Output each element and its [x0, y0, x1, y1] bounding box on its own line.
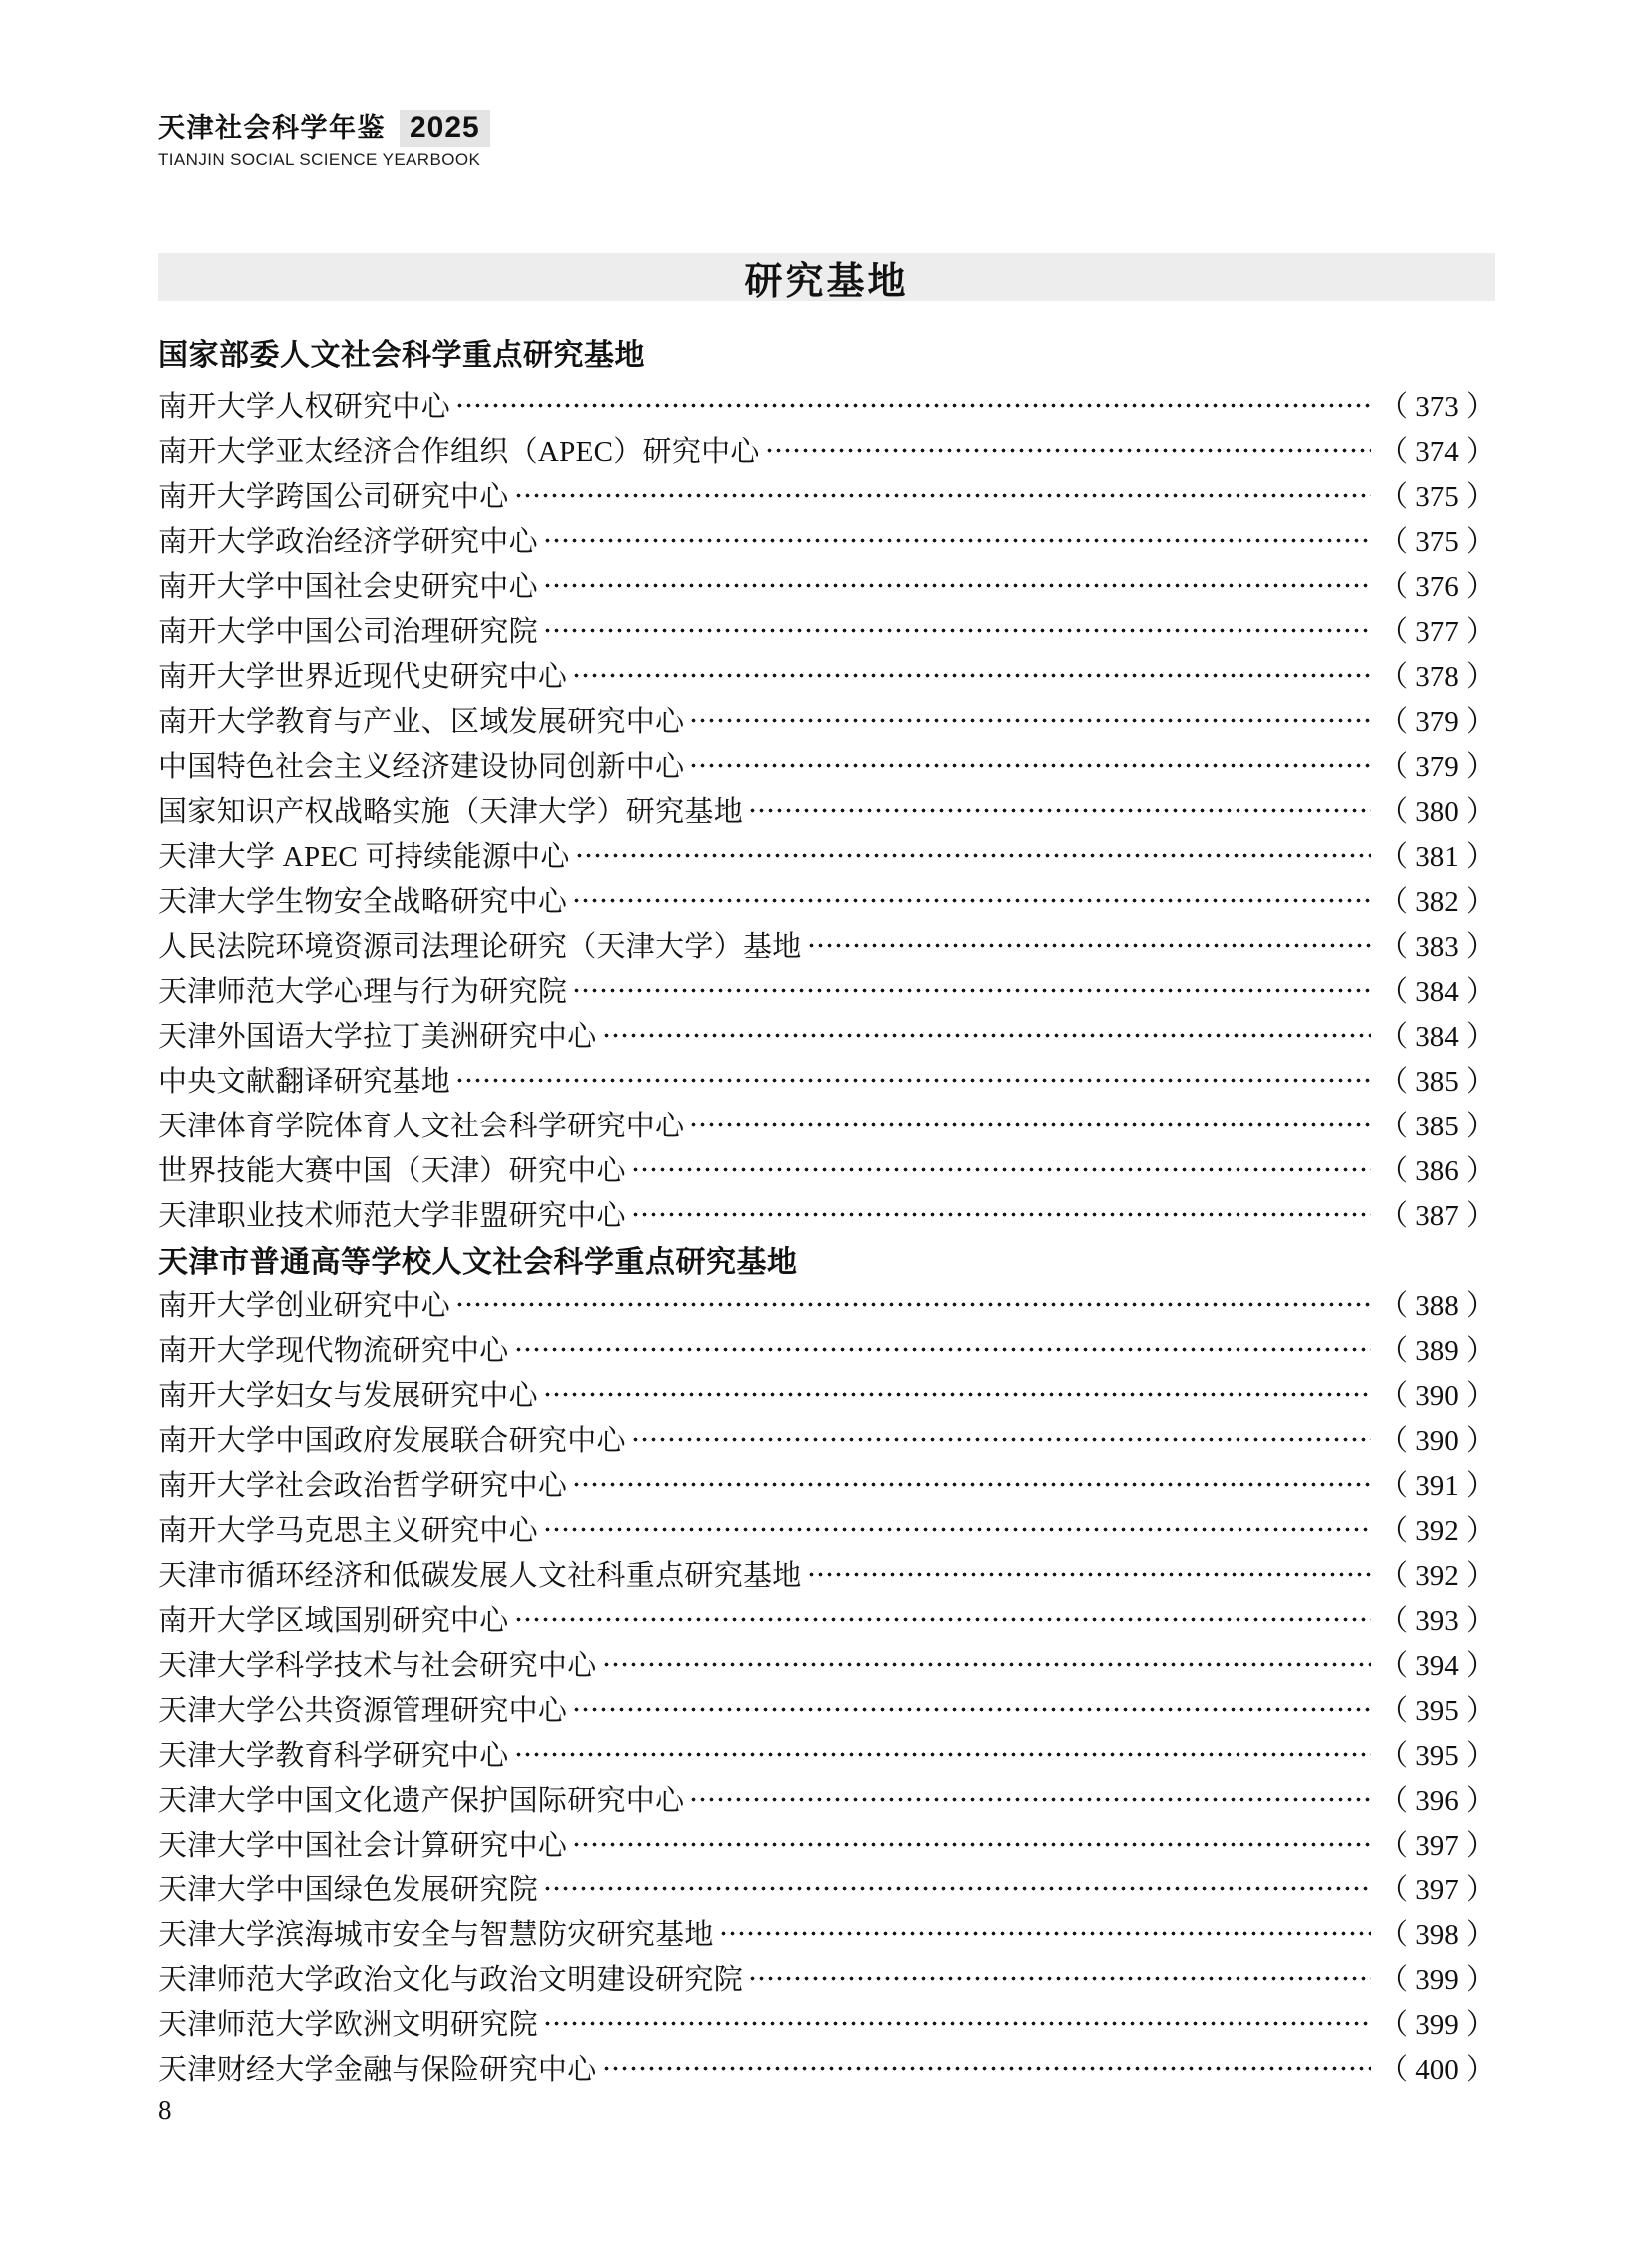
- dot-leader: [543, 607, 1371, 652]
- toc-entry-title: 天津大学科学技术与社会研究中心: [158, 1650, 597, 1682]
- toc-entry-title: 天津大学公共资源管理研究中心: [158, 1695, 568, 1727]
- toc-entry: [158, 1371, 1495, 1416]
- toc-section-rows: [158, 1281, 1495, 2090]
- dot-leader: [572, 652, 1371, 697]
- toc-entry-page: （ 382 ）: [1378, 886, 1495, 918]
- toc-entry-title: 天津外国语大学拉丁美洲研究中心: [158, 1021, 597, 1053]
- toc-entry-title: 南开大学亚太经济合作组织（APEC）研究中心: [158, 436, 760, 468]
- toc-entry-page: （ 395 ）: [1378, 1695, 1495, 1727]
- toc-entry-page: （ 388 ）: [1378, 1290, 1495, 1322]
- dot-leader: [689, 742, 1371, 787]
- toc-entry-title: 南开大学中国政府发展联合研究中心: [158, 1425, 626, 1457]
- toc-entry-title: 南开大学中国公司治理研究院: [158, 616, 538, 648]
- dot-leader: [572, 1686, 1371, 1731]
- toc-entry: [158, 1596, 1495, 1641]
- dot-leader: [602, 1641, 1371, 1686]
- toc-entry: [158, 2000, 1495, 2045]
- dot-leader: [514, 1326, 1371, 1371]
- dot-leader: [807, 922, 1371, 967]
- dot-leader: [765, 427, 1371, 472]
- toc-entry: [158, 1641, 1495, 1686]
- dot-leader: [689, 697, 1371, 742]
- toc-entry-title: 天津职业技术师范大学非盟研究中心: [158, 1200, 626, 1232]
- toc-entry-title: 天津大学中国绿色发展研究院: [158, 1874, 538, 1906]
- dot-leader: [455, 382, 1371, 427]
- toc-entry-title: 南开大学现代物流研究中心: [158, 1335, 509, 1367]
- dot-leader: [748, 787, 1371, 832]
- toc-entry-title: 南开大学世界近现代史研究中心: [158, 661, 568, 693]
- toc-entry-page: （ 396 ）: [1378, 1785, 1495, 1817]
- toc-entry: [158, 832, 1495, 877]
- yearbook-title-en: TIANJIN SOCIAL SCIENCE YEARBOOK: [158, 150, 481, 169]
- dot-leader: [543, 1506, 1371, 1551]
- dot-leader: [514, 1596, 1371, 1641]
- toc-entry-page: （ 399 ）: [1378, 2009, 1495, 2041]
- toc-entry-page: （ 393 ）: [1378, 1605, 1495, 1637]
- dot-leader: [543, 1866, 1371, 1910]
- toc-entry-title: 天津市循环经济和低碳发展人文社科重点研究基地: [158, 1560, 802, 1592]
- toc-entry-page: （ 387 ）: [1378, 1200, 1495, 1232]
- toc-entry-title: 南开大学中国社会史研究中心: [158, 571, 538, 603]
- yearbook-header: [158, 110, 1495, 170]
- toc-entry: [158, 1731, 1495, 1776]
- toc-entry-page: （ 399 ）: [1378, 1964, 1495, 1996]
- toc-entry: [158, 697, 1495, 742]
- yearbook-title-line: [158, 110, 1495, 147]
- toc-section-heading: 国家部委人文社会科学重点研究基地: [158, 339, 645, 372]
- toc-entry: [158, 427, 1495, 472]
- toc-entry-page: （ 391 ）: [1378, 1470, 1495, 1502]
- dot-leader: [543, 1371, 1371, 1416]
- toc-entry-page: （ 381 ）: [1378, 841, 1495, 873]
- toc-section: [158, 341, 1495, 1236]
- toc-entry-title: 天津大学教育科学研究中心: [158, 1740, 509, 1772]
- toc-entry-title: 天津体育学院体育人文社会科学研究中心: [158, 1111, 685, 1142]
- toc-entry: [158, 1821, 1495, 1866]
- toc-entry-title: 南开大学妇女与发展研究中心: [158, 1380, 538, 1412]
- dot-leader: [689, 1102, 1371, 1146]
- toc-entry-page: （ 380 ）: [1378, 796, 1495, 828]
- toc-entry-page: （ 385 ）: [1378, 1066, 1495, 1098]
- toc-entry: [158, 742, 1495, 787]
- toc-entry-page: （ 394 ）: [1378, 1650, 1495, 1682]
- toc-entry: [158, 1910, 1495, 1955]
- toc-entry: [158, 922, 1495, 967]
- toc-entry-page: （ 375 ）: [1378, 526, 1495, 558]
- toc-entry: [158, 2045, 1495, 2090]
- dot-leader: [572, 877, 1371, 922]
- toc-entry-title: 南开大学教育与产业、区域发展研究中心: [158, 706, 685, 738]
- dot-leader: [602, 2045, 1371, 2090]
- toc-entry-page: （ 376 ）: [1378, 571, 1495, 603]
- toc-entry: [158, 877, 1495, 922]
- dot-leader: [543, 562, 1371, 607]
- yearbook-title-zh: 天津社会科学年鉴: [158, 112, 386, 143]
- toc-entry-title: 中国特色社会主义经济建设协同创新中心: [158, 751, 685, 783]
- toc-entry-title: 天津师范大学政治文化与政治文明建设研究院: [158, 1964, 744, 1996]
- toc-entry-page: （ 379 ）: [1378, 706, 1495, 738]
- toc-entry-title: 南开大学创业研究中心: [158, 1290, 451, 1322]
- toc-entry-page: （ 392 ）: [1378, 1560, 1495, 1592]
- toc-entry-page: （ 385 ）: [1378, 1111, 1495, 1142]
- toc-entry-page: （ 384 ）: [1378, 976, 1495, 1008]
- toc-entry-title: 南开大学人权研究中心: [158, 391, 451, 423]
- toc-entry: [158, 562, 1495, 607]
- toc-entry-page: （ 379 ）: [1378, 751, 1495, 783]
- toc-entry-page: （ 375 ）: [1378, 481, 1495, 513]
- toc-entry-page: （ 383 ）: [1378, 931, 1495, 963]
- dot-leader: [572, 1821, 1371, 1866]
- dot-leader: [631, 1146, 1371, 1191]
- dot-leader: [514, 472, 1371, 517]
- toc-entry: [158, 1102, 1495, 1146]
- toc-entry: [158, 1686, 1495, 1731]
- toc-entry: [158, 967, 1495, 1012]
- toc-entry: [158, 1551, 1495, 1596]
- toc-entry-title: 天津大学 APEC 可持续能源中心: [158, 841, 570, 873]
- toc-entry-page: （ 397 ）: [1378, 1874, 1495, 1906]
- dot-leader: [689, 1776, 1371, 1821]
- dot-leader: [455, 1057, 1371, 1102]
- toc-entry-page: （ 384 ）: [1378, 1021, 1495, 1053]
- dot-leader: [575, 832, 1371, 877]
- toc-entry-title: 世界技能大赛中国（天津）研究中心: [158, 1155, 626, 1187]
- toc-entry: [158, 1191, 1495, 1236]
- toc-entry-title: 南开大学区域国别研究中心: [158, 1605, 509, 1637]
- toc-entry-title: 人民法院环境资源司法理论研究（天津大学）基地: [158, 931, 802, 963]
- dot-leader: [631, 1191, 1371, 1236]
- toc-entry-page: （ 378 ）: [1378, 661, 1495, 693]
- toc-entry: [158, 1416, 1495, 1461]
- toc-entry: [158, 1326, 1495, 1371]
- page-content: [158, 0, 1495, 2090]
- toc-entry: [158, 787, 1495, 832]
- toc-entry-title: 中央文献翻译研究基地: [158, 1066, 451, 1098]
- dot-leader: [572, 967, 1371, 1012]
- toc-entry: [158, 1866, 1495, 1910]
- toc-section-heading: 天津市普通高等学校人文社会科学重点研究基地: [158, 1245, 798, 1279]
- dot-leader: [807, 1551, 1371, 1596]
- toc-entry-title: 天津大学滨海城市安全与智慧防灾研究基地: [158, 1919, 714, 1951]
- toc-entry-title: 国家知识产权战略实施（天津大学）研究基地: [158, 796, 744, 828]
- toc-entry-title: 天津师范大学心理与行为研究院: [158, 976, 568, 1008]
- toc-entry-title: 天津大学中国社会计算研究中心: [158, 1830, 568, 1862]
- toc-entry-page: （ 377 ）: [1378, 616, 1495, 648]
- toc-entry-title: 天津大学生物安全战略研究中心: [158, 886, 568, 918]
- toc-entry-title: 南开大学马克思主义研究中心: [158, 1515, 538, 1547]
- toc-entry-page: （ 389 ）: [1378, 1335, 1495, 1367]
- toc-entry: [158, 1955, 1495, 2000]
- toc-entry-page: （ 395 ）: [1378, 1740, 1495, 1772]
- chapter-title: 研究基地: [744, 260, 909, 303]
- toc-entry: [158, 1461, 1495, 1506]
- toc: [158, 341, 1495, 2090]
- toc-entry: [158, 607, 1495, 652]
- toc-entry: [158, 1146, 1495, 1191]
- chapter-title-band: [158, 253, 1495, 301]
- dot-leader: [572, 1461, 1371, 1506]
- toc-entry-page: （ 397 ）: [1378, 1830, 1495, 1862]
- toc-entry-title: 天津师范大学欧洲文明研究院: [158, 2009, 538, 2041]
- toc-entry: [158, 1012, 1495, 1057]
- dot-leader: [602, 1012, 1371, 1057]
- dot-leader: [543, 2000, 1371, 2045]
- toc-entry-title: 南开大学政治经济学研究中心: [158, 526, 538, 558]
- toc-entry-title: 天津大学中国文化遗产保护国际研究中心: [158, 1785, 685, 1817]
- toc-entry-page: （ 390 ）: [1378, 1425, 1495, 1457]
- toc-entry-page: （ 400 ）: [1378, 2054, 1495, 2086]
- toc-entry: [158, 517, 1495, 562]
- toc-entry: [158, 652, 1495, 697]
- toc-entry: [158, 382, 1495, 427]
- dot-leader: [748, 1955, 1371, 2000]
- toc-entry-page: （ 373 ）: [1378, 391, 1495, 423]
- dot-leader: [719, 1910, 1371, 1955]
- toc-entry: [158, 472, 1495, 517]
- toc-section: [158, 1236, 1495, 2090]
- dot-leader: [455, 1281, 1371, 1326]
- toc-entry-page: （ 374 ）: [1378, 436, 1495, 468]
- toc-entry-title: 南开大学跨国公司研究中心: [158, 481, 509, 513]
- toc-entry-page: （ 398 ）: [1378, 1919, 1495, 1951]
- toc-entry-title: 南开大学社会政治哲学研究中心: [158, 1470, 568, 1502]
- toc-entry: [158, 1281, 1495, 1326]
- dot-leader: [631, 1416, 1371, 1461]
- toc-entry-page: （ 392 ）: [1378, 1515, 1495, 1547]
- toc-entry-page: （ 390 ）: [1378, 1380, 1495, 1412]
- toc-entry: [158, 1506, 1495, 1551]
- page-number: 8: [158, 2095, 172, 2125]
- dot-leader: [543, 517, 1371, 562]
- toc-entry: [158, 1776, 1495, 1821]
- toc-entry: [158, 1057, 1495, 1102]
- dot-leader: [514, 1731, 1371, 1776]
- toc-entry-title: 天津财经大学金融与保险研究中心: [158, 2054, 597, 2086]
- toc-section-rows: [158, 382, 1495, 1236]
- yearbook-year-badge: 2025: [400, 110, 490, 147]
- toc-entry-page: （ 386 ）: [1378, 1155, 1495, 1187]
